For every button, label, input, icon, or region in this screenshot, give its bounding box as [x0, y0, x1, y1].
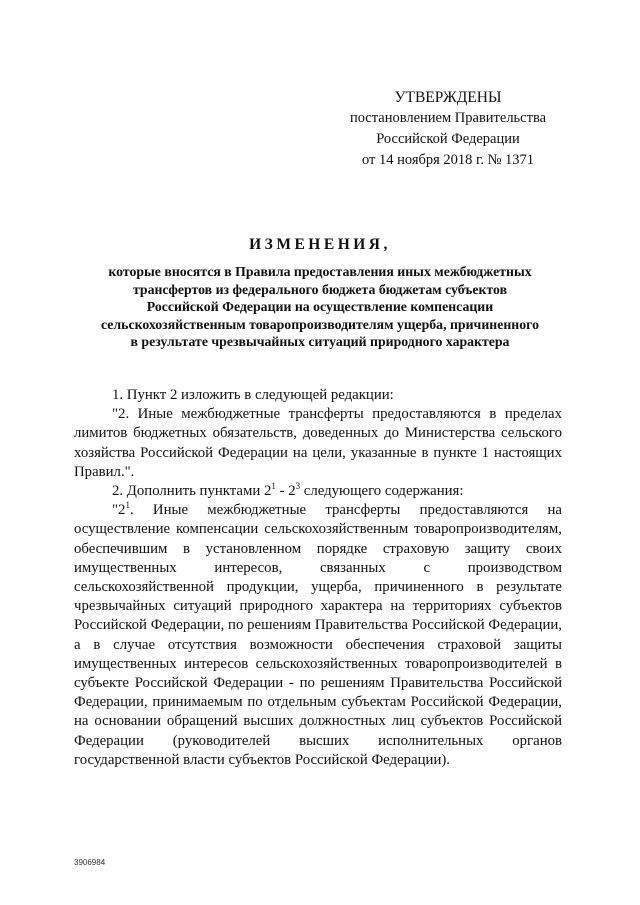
paragraph-text: следующего содержания:	[300, 483, 464, 500]
subtitle-line: Российской Федерации на осуществление компенсации	[146, 299, 494, 314]
subtitle-line: сельскохозяйственным товаропроизводителям ущерба, причиненного	[101, 316, 539, 332]
approval-heading: УТВЕРЖДЕНЫ	[394, 89, 502, 106]
superscript: 3	[295, 481, 301, 492]
paragraph-item-2	[74, 482, 562, 501]
approval-line: постановлением Правительства	[349, 110, 547, 126]
subtitle-line: трансфертов из федерального бюджета бюджетам субъектов	[132, 281, 508, 297]
document-title: ИЗМЕНЕНИЯ,	[249, 236, 391, 253]
approval-date-number: от 14 ноября 2018 г. № 1371	[361, 152, 535, 168]
approval-line: Российской Федерации	[376, 131, 520, 147]
subtitle-line: в результате чрезвычайных ситуаций природного характера	[130, 334, 510, 349]
document-id: 3906984	[74, 858, 106, 867]
paragraph-item-1: 1. Пункт 2 изложить в следующей редакции:	[112, 387, 394, 403]
subtitle-line: которые вносятся в Правила предоставления иных межбюджетных	[108, 264, 532, 279]
approval-block	[328, 87, 568, 171]
superscript: 1	[271, 481, 276, 492]
superscript: 1	[125, 500, 130, 511]
paragraph-text: . Иные межбюджетные трансферты предоставляются на осуществление компенсации сельскохозяйственным товаропроизводителям, обеспечившим в установленном порядке страховую защиту своих имущественных интересов, связанных с производством сельскохозяйственной продукции, ущерба, причиненного в результате чрезвычайных ситуаций природного характера на территориях субъектов Российской Федерации, по решениям Правительства Российской Федерации, а в случае отсутствия возможности обеспечения страховой защиты имущественных интересов сельскохозяйственных товаропроизводителей в субъекте Российской Федерации - по решениям Правительства Российской Федерации, принимаемым по отдельным субъектам Российской Федерации, на основании обращений высших должностных лиц субъектов Российской Федерации (руководителей высших исполнительных органов государственной власти субъектов Российской Федерации).	[74, 502, 562, 768]
document-subtitle	[60, 263, 580, 351]
paragraph-quote-2: "2. Иные межбюджетные трансферты предоставляются в пределах лимитов бюджетных обязательств, доведенных до Министерства сельского хозяйства Российской Федерации на цели, указанные в пункте 1 настоящих Правил.".	[74, 406, 562, 480]
paragraph-text: "2	[112, 502, 126, 519]
paragraph-text: - 2	[275, 483, 296, 500]
paragraph-quote-2-1	[74, 501, 562, 770]
document-body	[74, 386, 562, 770]
paragraph-text: 2. Дополнить пунктами 2	[112, 483, 272, 500]
